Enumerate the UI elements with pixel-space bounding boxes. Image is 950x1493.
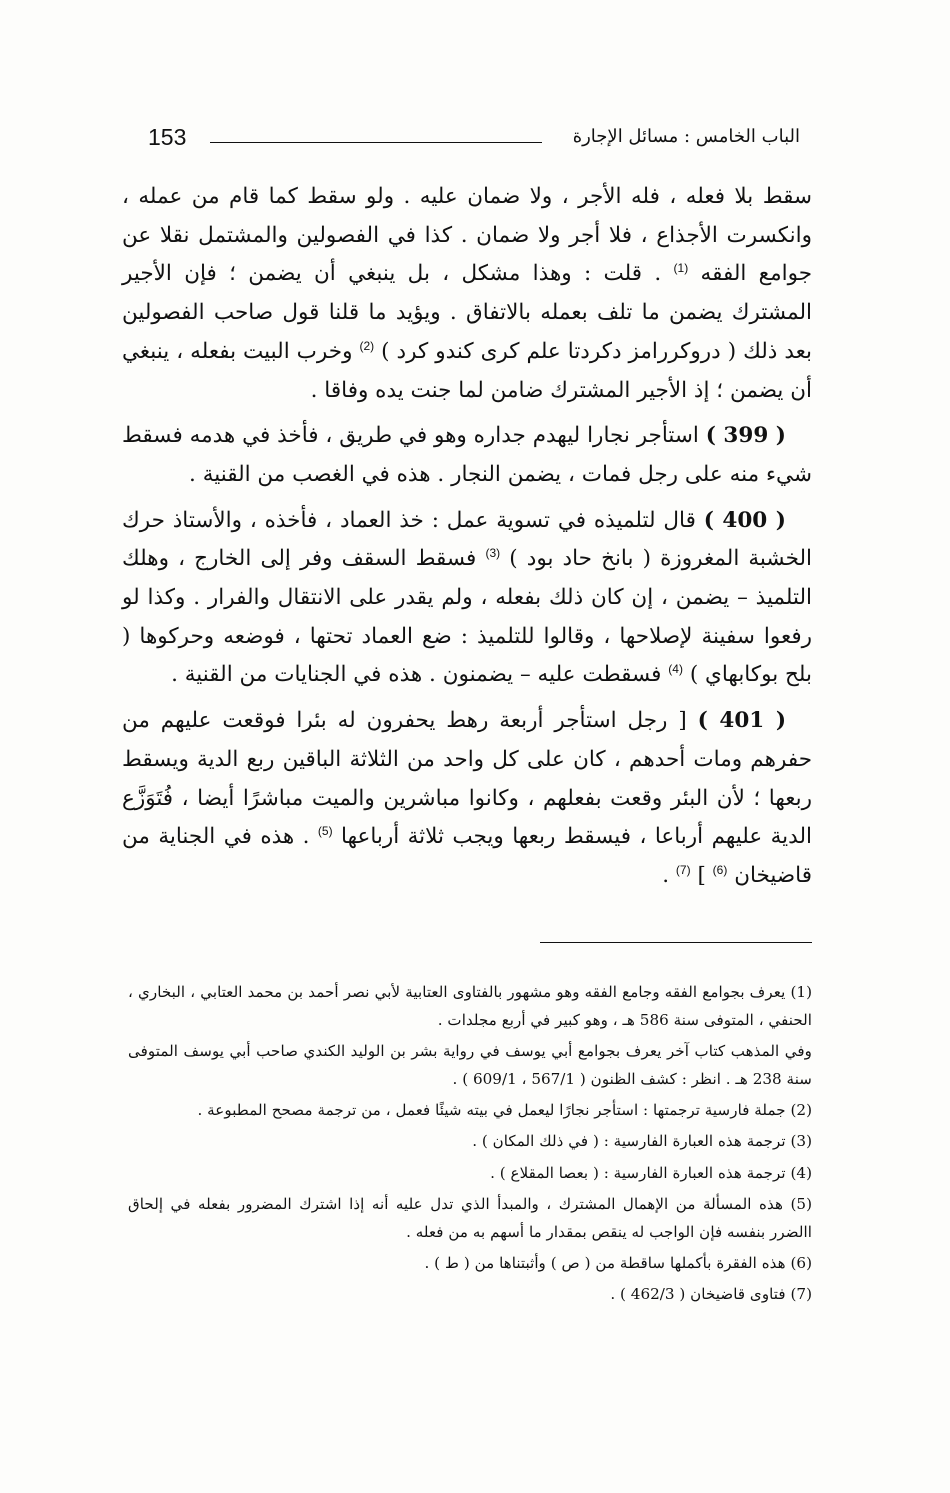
paragraph-399 [122, 417, 812, 494]
footnote-5: (5) هذه المسألة من الإهمال المشترك ، والمبدأ الذي تدل عليه أنه إذا اشترك المضرور بفعله في إلحاق االضرر بنفسه فإن الواجب له ينقص بمقدار ما أسهم به من فعله . [128, 1194, 812, 1241]
issue-number-401: ( 401 ) [697, 708, 786, 734]
footnote-ref-7[interactable]: (7) [675, 862, 691, 877]
footnote-1: (1) يعرف بجوامع الفقه وجامع الفقه وهو مشهور بالفتاوى العتابية لأبي نصر أحمد بن محمد العتابي ، البخاري ، الحنفي ، المتوفى سنة 586 هـ ، وهو كبير في أربع مجلدات . [128, 983, 812, 1030]
page-header [148, 122, 800, 158]
paragraph-text: سقط بلا فعله ، فله الأجر ، ولا ضمان عليه . ولو سقط كما قام من عمله ، وانكسرت الأجذاع ، فلا أجر ولا ضمان . كذا في الفصولين والمشتمل نقلا عن جوامع الفقه [122, 184, 812, 287]
paragraph-text: فسقطت عليه – يضمنون . هذه في الجنايات من القنية . [171, 662, 662, 688]
running-title: الباب الخامس : مسائل الإجارة [572, 126, 800, 147]
footnote-ref-6[interactable]: (6) [712, 862, 728, 877]
header-rule [210, 142, 542, 143]
issue-number-399: ( 399 ) [705, 423, 786, 449]
footnote-separator [540, 942, 812, 943]
footnote-2: (2) جملة فارسية ترجمتها : استأجر نجارًا ليعمل في بيته شيئًا فعمل ، من ترجمة مصحح المطبوعة . [197, 1101, 812, 1120]
paragraph-text: . [662, 862, 670, 888]
paragraph-text: استأجر نجارا ليهدم جداره وهو في طريق ، فأخذ في هدمه فسقط شيء منه على رجل فمات ، يضمن النجار . هذه في الغصب من القنية . [122, 423, 812, 487]
bracket-close: ] [697, 862, 706, 888]
footnote-7: (7) فتاوى قاضيخان ( 462/3 ) . [610, 1284, 812, 1303]
main-text [122, 178, 812, 903]
paragraph-continuation [122, 178, 812, 410]
footnote-ref-4[interactable]: (4) [668, 662, 683, 677]
issue-number-400: ( 400 ) [703, 507, 786, 533]
footnote-ref-5[interactable]: (5) [317, 824, 333, 839]
footnote-ref-2[interactable]: (2) [359, 338, 375, 353]
paragraph-400 [122, 502, 812, 696]
footnote-ref-3[interactable]: (3) [485, 546, 501, 561]
paragraph-text: . قلت : وهذا مشكل ، بل ينبغي أن يضمن ؛ فإن الأجير المشترك يضمن ما تلف بعمله بالاتفاق . ويؤيد ما قلنا قول صاحب الفصولين بعد ذلك ( دروكررامز دكردتا علم كرى كندو كرد ) [122, 261, 812, 364]
paragraph-text: وخرب البيت بفعله ، ينبغي أن يضمن ؛ إذ الأجير المشترك ضامن لما جنت يده وفاقا . [122, 338, 812, 403]
footnote-1-continued: وفي المذهب كتاب آخر يعرف بجوامع أبي يوسف في رواية بشر بن الوليد الكندي صاحب أبي يوسف المتوفى سنة 238 هـ . انظر : كشف الظنون ( 567/1 ، 609/1 ) . [128, 1042, 812, 1089]
footnote-6: (6) هذه الفقرة بأكملها ساقطة من ( ص ) وأثبتناها من ( ط ) . [424, 1253, 812, 1272]
footnote-4: (4) ترجمة هذه العبارة الفارسية : ( بعصا المقلاع ) . [490, 1163, 812, 1182]
footnote-ref-1[interactable]: (1) [673, 261, 689, 276]
paragraph-text: . هذه في الجناية من قاضيخان [122, 824, 812, 888]
paragraph-text: [ رجل استأجر أربعة رهط يحفرون له بئرا فوقعت عليهم من حفرهم ومات أحدهم ، كان على كل واحد من الثلاثة الباقين ربع الدية ويسقط ربعها ؛ لأن البئر وقعت بفعلهم ، وكانوا مباشرين والميت مباشرًا أيضا ، فُتَوَزَّع الدية عليهم أرباعا ، فيسقط ربعها ويجب ثلاثة أرباعها [122, 708, 812, 850]
paragraph-text: فسقط السقف وفر إلى الخارج ، وهلك التلميذ – يضمن ، إن كان ذلك بفعله ، ولم يقدر على الانتقال والفرار . وكذا لو رفعوا سفينة لإصلاحها ، وقالوا للتلميذ : ضع العماد تحتها ، فوضعه وحركوها ( بلح بوكابهاي ) [122, 546, 812, 688]
footnotes [128, 978, 812, 1311]
footnote-3: (3) ترجمة هذه العبارة الفارسية : ( في ذلك المكان ) . [472, 1132, 812, 1151]
paragraph-text: قال لتلميذه في تسوية عمل : خذ العماد ، فأخذه ، والأستاذ حرك الخشبة المغروزة ( بانخ حاد بود ) [122, 507, 813, 572]
paragraph-401 [122, 702, 812, 896]
page-number: 153 [148, 124, 187, 150]
